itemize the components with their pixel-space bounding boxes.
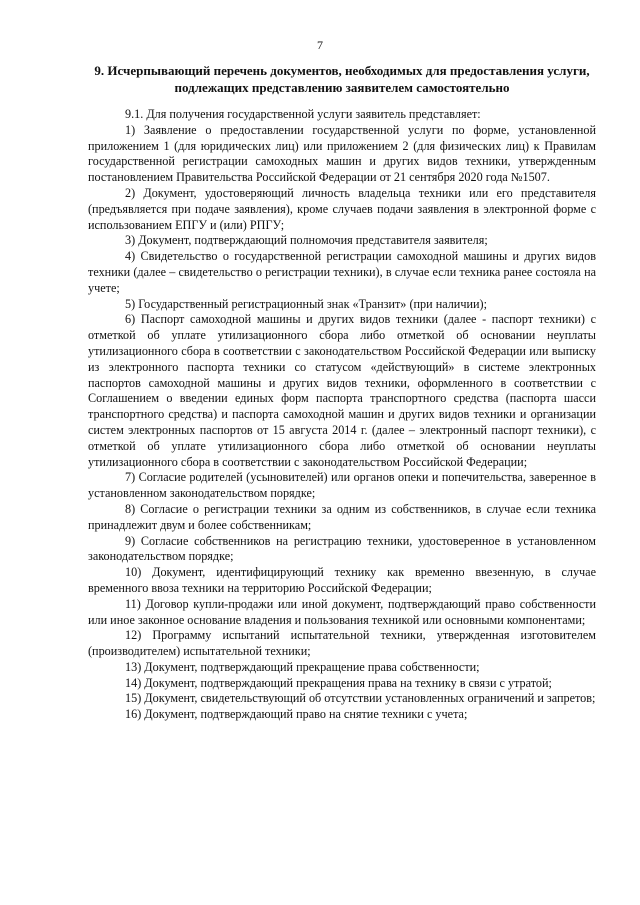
- list-item: 15) Документ, свидетельствующий об отсутствии установленных ограничений и запретов;: [125, 691, 596, 706]
- page-number: 7: [317, 38, 323, 52]
- list-item: 8) Согласие о регистрации техники за одним из собственников, в случае если техника принадлежит двум и более собственникам;: [88, 501, 596, 532]
- paragraph-intro: 9.1. Для получения государственной услуги заявитель представляет:: [125, 107, 481, 121]
- list-item: 14) Документ, подтверждающий прекращения права на технику в связи с утратой;: [125, 675, 552, 690]
- list-item: 16) Документ, подтверждающий право на снятие техники с учета;: [125, 707, 468, 722]
- list-item: 10) Документ, идентифицирующий технику как временно ввезенную, в случае временного ввоза техники на территорию Российской Федерации;: [88, 565, 596, 595]
- list-item: 3) Документ, подтверждающий полномочия представителя заявителя;: [125, 233, 488, 248]
- list-item: 1) Заявление о предоставлении государственной услуги по форме, установленной приложением 1 (для юридических лиц) или приложением 2 (для физических лиц) к Правилам государственной регистрации самоходных машин и других видов техники, утвержденным постановлением Правительства Российской Федерации от 21 сентября 2020 года №1507.: [88, 122, 596, 185]
- list-item: 9) Согласие собственников на регистрацию техники, удостоверенное в установленном законодательством порядке;: [88, 533, 596, 564]
- list-item: 12) Программу испытаний испытательной техники, утвержденная изготовителем (производителем) испытательной техники;: [88, 628, 596, 659]
- list-item: 11) Договор купли-продажи или иной документ, подтверждающий право собственности или иное законное основание владения и пользования техникой или основными компонентами;: [88, 596, 596, 627]
- document-body: [88, 107, 596, 723]
- list-item: 6) Паспорт самоходной машины и других видов техники (далее - паспорт техники) с отметкой об уплате утилизационного сбора либо отметкой об основании неуплаты утилизационного сбора в соответствии с законодательством Российской Федерации или выписку из электронного паспорта техники со статусом «действующий» в системе электронных паспортов самоходной машины и других видов техники, оформленного в соответствии с Соглашением о введении единых форм паспорта транспортного средства (паспорта шасси транспортного средства) и паспорта самоходной машин и других видов техники и организации систем электронных паспортов от 15 августа 2014 г. (далее – электронный паспорт техники), с отметкой об уплате утилизационного сбора либо отметкой об основании неуплаты утилизационного сбора в соответствии с законодательством Российской Федерации;: [88, 312, 596, 469]
- list-item: 5) Государственный регистрационный знак «Транзит» (при наличии);: [125, 296, 487, 311]
- list-item: 4) Свидетельство о государственной регистрации самоходной машины и других видов техники (далее – свидетельство о регистрации техники), в случае если техника ранее состояла на учете;: [88, 249, 596, 295]
- list-item: 2) Документ, удостоверяющий личность владельца техники или его представителя (предъявляется при подаче заявления), кроме случаев подачи заявления в электронной форме с использованием ЕПГУ и (или) РПГУ;: [88, 185, 596, 232]
- section-heading: 9. Исчерпывающий перечень документов, необходимых для предоставления услуги, подлежащих представлению заявителем самостоятельно: [94, 63, 590, 95]
- list-item: 7) Согласие родителей (усыновителей) или органов опеки и попечительства, заверенное в установленном законодательством порядке;: [88, 470, 596, 501]
- list-item: 13) Документ, подтверждающий прекращение права собственности;: [125, 659, 480, 674]
